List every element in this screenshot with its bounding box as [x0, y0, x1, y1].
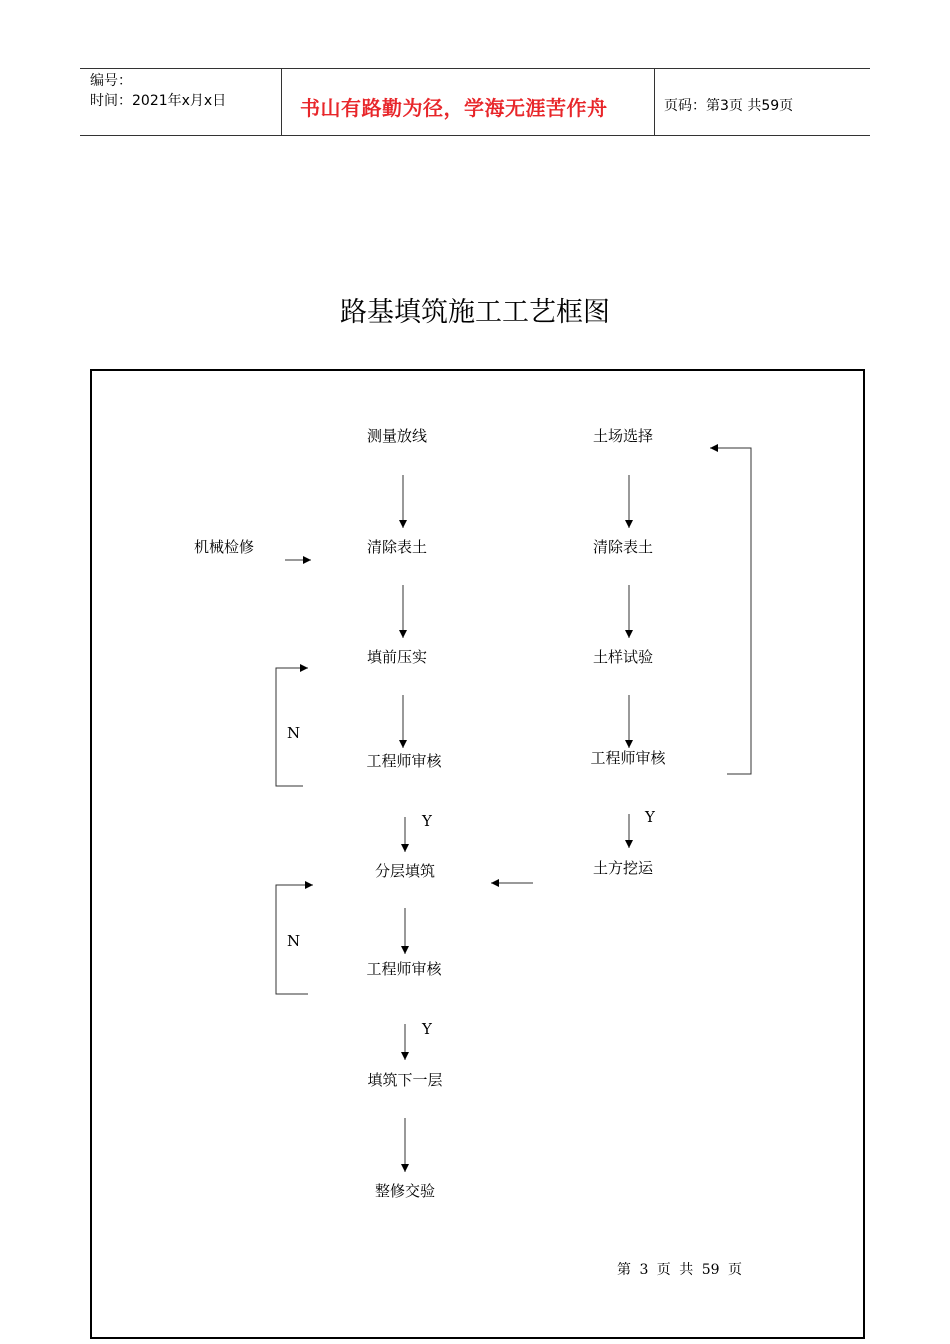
page-info: 页码：第3页 共59页: [664, 98, 794, 114]
node-engineer-review-right: 工程师审核: [590, 749, 666, 767]
label-yes: Y: [422, 812, 432, 830]
header-motto: 书山有路勤为径，学海无涯苦作舟: [300, 96, 608, 120]
page-footer: 第 3 页 共 59 页: [617, 1262, 742, 1278]
node-next-layer: 填筑下一层: [367, 1071, 443, 1089]
label-no: N: [287, 724, 301, 742]
loop-right-feedback: [710, 448, 751, 774]
node-survey: 测量放线: [366, 427, 428, 445]
node-pre-compact: 填前压实: [366, 648, 428, 666]
node-soil-test: 土样试验: [592, 648, 654, 666]
label-yes: Y: [422, 1020, 432, 1038]
time-label: 时间：2021年x月x日: [90, 93, 227, 109]
label-no: N: [287, 932, 301, 950]
node-clear-topsoil-right: 清除表土: [592, 538, 654, 556]
node-earth-haul: 土方挖运: [592, 859, 654, 877]
page-title: 路基填筑施工工艺框图: [340, 297, 610, 328]
node-layered-fill: 分层填筑: [374, 862, 436, 880]
label-yes: Y: [645, 808, 655, 826]
serial-label: 编号：: [90, 73, 132, 89]
node-borrow-pit: 土场选择: [592, 427, 654, 445]
node-engineer-review: 工程师审核: [366, 752, 442, 770]
node-machine-repair: 机械检修: [193, 538, 255, 556]
node-finish-acceptance: 整修交验: [374, 1182, 436, 1200]
node-engineer-review: 工程师审核: [366, 960, 442, 978]
node-clear-topsoil: 清除表土: [366, 538, 428, 556]
